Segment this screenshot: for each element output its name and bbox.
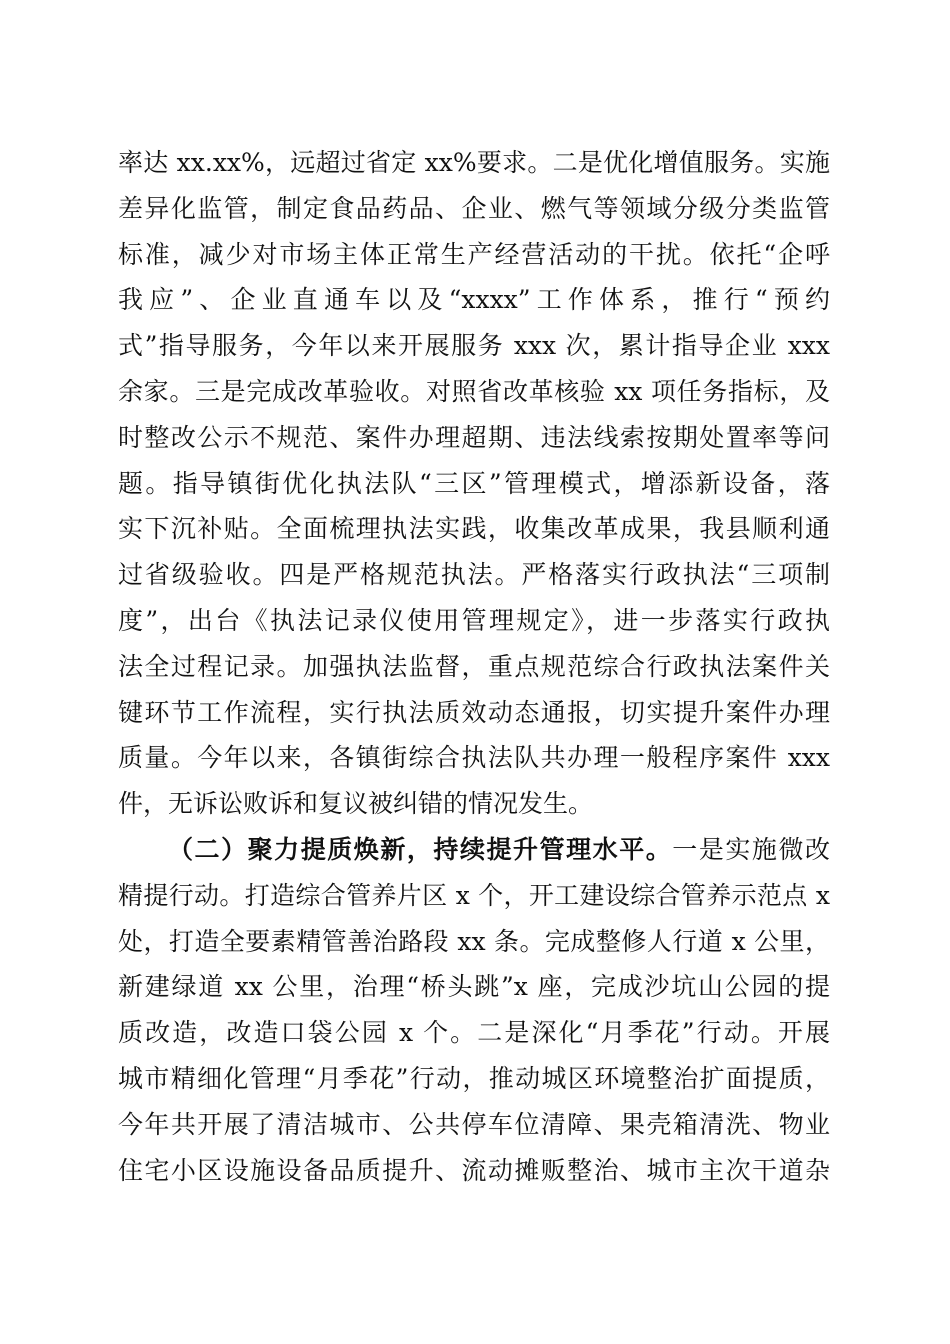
- paragraph-2-line: 今年共开展了清洁城市、公共停车位清障、果壳箱清洗、物业: [118, 1109, 830, 1139]
- paragraph-1-line: 题。指导镇街优化执法队“三区”管理模式，增添新设备，落: [118, 468, 830, 498]
- paragraph-2-first-line: [118, 827, 830, 873]
- paragraph-1-line: 标准，减少对市场主体正常生产经营活动的干扰。依托“企呼: [118, 239, 830, 269]
- section-heading: （二）聚力提质焕新，持续提升管理水平。: [168, 834, 673, 864]
- paragraph-1-line: 时整改公示不规范、案件办理超期、违法线索按期处置率等问: [118, 422, 830, 452]
- paragraph-1-line: 式”指导服务，今年以来开展服务 xxx 次，累计指导企业 xxx: [118, 331, 830, 361]
- paragraph-1-line: 质量。今年以来，各镇街综合执法队共办理一般程序案件 xxx: [118, 743, 830, 773]
- paragraph-2-line: 新建绿道 xx 公里，治理“桥头跳”x 座，完成沙坑山公园的提: [118, 972, 830, 1002]
- paragraph-2: [118, 827, 830, 1193]
- paragraph-1-line: 实下沉补贴。全面梳理执法实践，收集改革成果，我县顺利通: [118, 514, 830, 544]
- paragraph-1-line: 过省级验收。四是严格规范执法。严格落实行政执法“三项制: [118, 560, 830, 590]
- paragraph-1-line: 键环节工作流程，实行执法质效动态通报，切实提升案件办理: [118, 697, 830, 727]
- paragraph-1-line: 我应”、企业直通车以及“xxxx”工作体系，推行“预约: [118, 285, 830, 315]
- paragraph-1-line: 件，无诉讼败诉和复议被纠错的情况发生。: [118, 789, 594, 819]
- paragraph-1-line: 度”，出台《执法记录仪使用管理规定》，进一步落实行政执: [118, 605, 830, 635]
- paragraph-2-line: 处，打造全要素精管善治路段 xx 条。完成整修人行道 x 公里，: [118, 926, 830, 956]
- paragraph-2-line: 质改造，改造口袋公园 x 个。二是深化“月季花”行动。开展: [118, 1018, 830, 1048]
- paragraph-1-line: 法全过程记录。加强执法监督，重点规范综合行政执法案件关: [118, 651, 830, 681]
- paragraph-1-line: 率达 xx.xx%，远超过省定 xx%要求。二是优化增值服务。实施: [118, 148, 830, 177]
- document-body: [118, 140, 830, 1193]
- paragraph-2-line: 住宅小区设施设备品质提升、流动摊贩整治、城市主次干道杂: [118, 1155, 830, 1185]
- paragraph-2-line: 精提行动。打造综合管养片区 x 个，开工建设综合管养示范点 x: [118, 880, 830, 910]
- paragraph-1-line: 余家。三是完成改革验收。对照省改革核验 xx 项任务指标，及: [118, 376, 830, 406]
- paragraph-1-line: 差异化监管，制定食品药品、企业、燃气等领域分级分类监管: [118, 193, 830, 223]
- paragraph-1: [118, 140, 830, 827]
- paragraph-2-first-line-text: 一是实施微改: [672, 834, 830, 864]
- paragraph-2-line: 城市精细化管理“月季花”行动，推动城区环境整治扩面提质，: [118, 1063, 830, 1093]
